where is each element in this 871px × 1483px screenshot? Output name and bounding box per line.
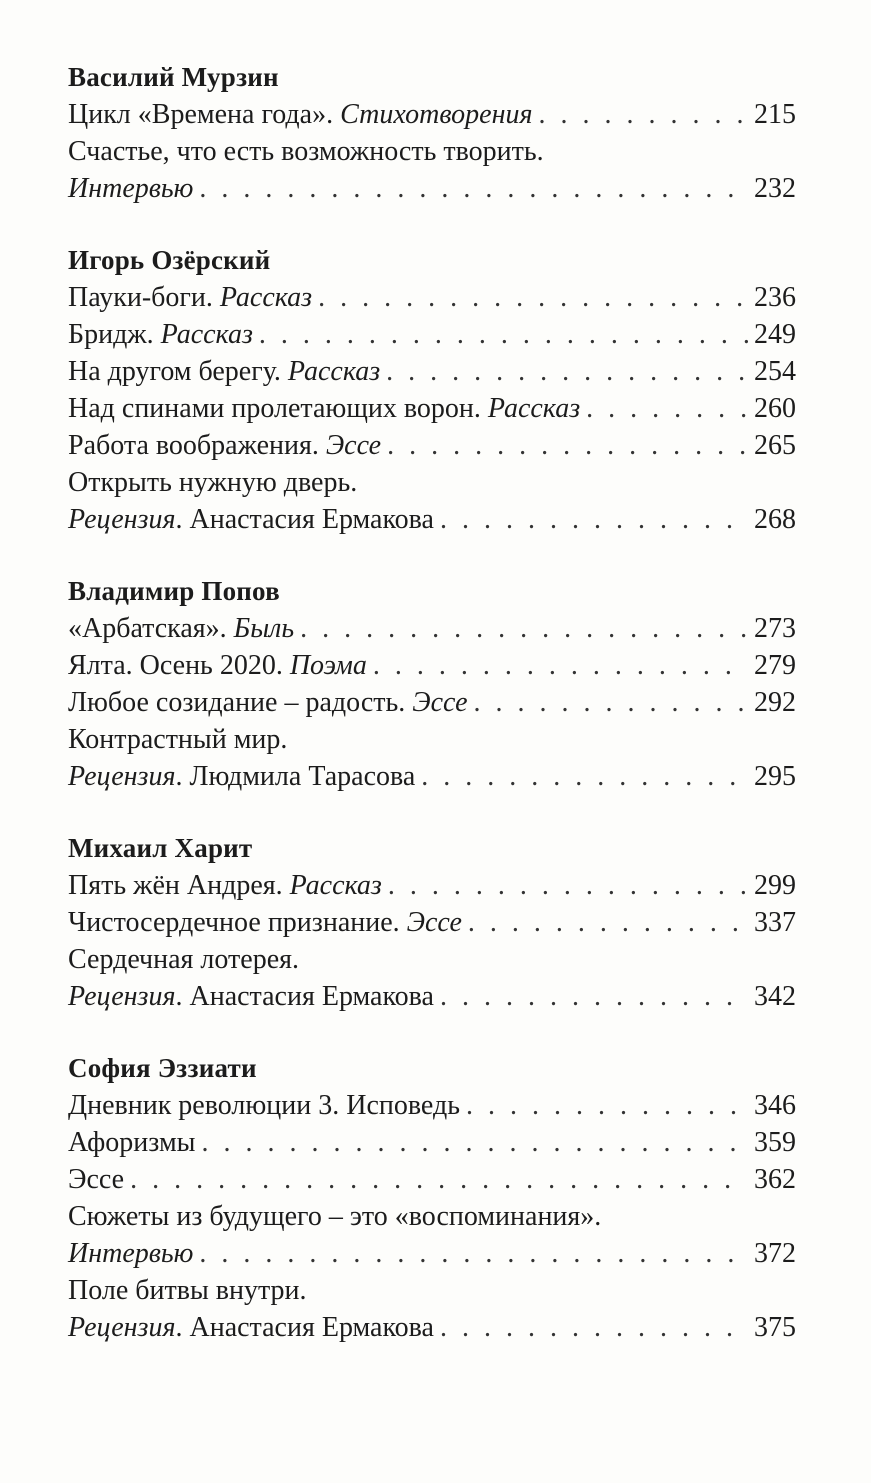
dot-leader <box>300 610 748 647</box>
toc-section <box>68 572 796 795</box>
toc-row <box>68 1235 796 1272</box>
toc-row <box>68 96 796 133</box>
entry-title <box>68 647 367 684</box>
dot-leader <box>440 501 748 538</box>
entry-genre: Рецензия <box>68 761 176 792</box>
dot-leader <box>318 279 748 316</box>
page-number: 232 <box>754 173 796 204</box>
entry-title <box>68 684 468 721</box>
page-number: 342 <box>754 981 796 1012</box>
toc-row <box>68 1161 796 1198</box>
entry-title-line: Контрастный мир. <box>68 724 288 755</box>
page-number: 249 <box>754 319 796 350</box>
author-name: Василий Мурзин <box>68 62 279 92</box>
page-number: 260 <box>754 393 796 424</box>
page-number: 359 <box>754 1127 796 1158</box>
entry-title <box>68 316 253 353</box>
entry-title <box>68 501 434 538</box>
toc-row <box>68 390 796 427</box>
entry-title-text: «Арбатская». <box>68 613 234 644</box>
toc-entry <box>68 316 796 353</box>
entry-title-line: Счастье, что есть возможность творить. <box>68 136 544 167</box>
author-name: Игорь Озёрский <box>68 245 271 275</box>
entry-genre: Эссе <box>412 687 468 718</box>
toc-entry <box>68 464 796 538</box>
page-number: 362 <box>754 1164 796 1195</box>
entry-reviewer: . Анастасия Ермакова <box>175 504 434 535</box>
entry-genre: Рассказ <box>219 282 313 313</box>
toc-row <box>68 279 796 316</box>
toc-entry <box>68 941 796 1015</box>
entry-genre: Рассказ <box>287 356 381 387</box>
entry-title <box>68 170 193 207</box>
toc-entry <box>68 427 796 464</box>
page-number: 268 <box>754 504 796 535</box>
page-number: 254 <box>754 356 796 387</box>
page-number: 236 <box>754 282 796 313</box>
toc-row <box>68 867 796 904</box>
entry-genre: Быль <box>233 613 295 644</box>
entry-genre: Эссе <box>325 430 382 461</box>
entry-title <box>68 904 462 941</box>
toc-entry <box>68 96 796 133</box>
toc-entry <box>68 1124 796 1161</box>
dot-leader <box>474 684 748 721</box>
entry-title-text: На другом берегу. <box>68 356 288 387</box>
toc-row <box>68 904 796 941</box>
entry-title-text: Пять жён Андрея. <box>68 870 290 901</box>
entry-title <box>68 1309 434 1346</box>
toc-row <box>68 427 796 464</box>
dot-leader <box>199 1235 748 1272</box>
page-number: 337 <box>754 907 796 938</box>
entry-title-text: Пауки-боги. <box>68 282 220 313</box>
entry-title <box>68 1087 460 1124</box>
dot-leader <box>440 978 748 1015</box>
page-number: 265 <box>754 430 796 461</box>
toc-row <box>68 1309 796 1346</box>
toc-entry <box>68 390 796 427</box>
toc-section <box>68 58 796 207</box>
toc-entry <box>68 904 796 941</box>
page-number: 346 <box>754 1090 796 1121</box>
toc-entry <box>68 1161 796 1198</box>
dot-leader <box>201 1124 748 1161</box>
toc-section <box>68 829 796 1015</box>
toc-row <box>68 501 796 538</box>
toc-row <box>68 610 796 647</box>
toc-entry <box>68 647 796 684</box>
entry-title-line: Сюжеты из будущего – это «воспоминания». <box>68 1201 602 1232</box>
toc-entry <box>68 721 796 795</box>
toc-row <box>68 1124 796 1161</box>
toc-entry <box>68 1198 796 1272</box>
entry-title <box>68 978 434 1015</box>
entry-title <box>68 758 415 795</box>
toc-row <box>68 978 796 1015</box>
entry-genre: Поэма <box>289 650 367 681</box>
entry-title <box>68 1161 124 1198</box>
page-number: 295 <box>754 761 796 792</box>
toc-row <box>68 647 796 684</box>
dot-leader <box>440 1309 748 1346</box>
author-name: Михаил Харит <box>68 833 253 863</box>
author-name: Владимир Попов <box>68 576 280 606</box>
entry-genre: Эссе <box>406 907 462 938</box>
page-number: 372 <box>754 1238 796 1269</box>
toc-entry <box>68 1272 796 1346</box>
entry-genre: Рецензия <box>68 981 176 1012</box>
toc-row <box>68 684 796 721</box>
entry-genre: Интервью <box>68 173 194 204</box>
dot-leader <box>259 316 748 353</box>
dot-leader <box>387 427 748 464</box>
entry-genre: Рассказ <box>487 393 581 424</box>
entry-title-text: Эссе <box>68 1164 125 1195</box>
toc-row <box>68 353 796 390</box>
toc-section <box>68 1049 796 1346</box>
dot-leader <box>386 353 748 390</box>
toc-entry <box>68 1087 796 1124</box>
toc-row <box>68 758 796 795</box>
toc-entry <box>68 610 796 647</box>
entry-genre: Интервью <box>68 1238 194 1269</box>
entry-title-text: Чистосердечное признание. <box>68 907 407 938</box>
entry-title <box>68 867 382 904</box>
page-number: 375 <box>754 1312 796 1343</box>
entry-title-text: Ялта. Осень 2020. <box>68 650 290 681</box>
dot-leader <box>466 1087 748 1124</box>
toc-row <box>68 170 796 207</box>
page-number: 273 <box>754 613 796 644</box>
entry-title <box>68 96 532 133</box>
dot-leader <box>388 867 748 904</box>
entry-title-line: Сердечная лотерея. <box>68 944 299 975</box>
author-name: София Эззиати <box>68 1053 257 1083</box>
entry-title <box>68 353 380 390</box>
entry-title-text: Над спинами пролетающих ворон. <box>68 393 488 424</box>
toc-section <box>68 241 796 538</box>
dot-leader <box>373 647 748 684</box>
entry-title-text: Дневник революции 3. Исповедь <box>68 1090 460 1121</box>
toc-entry <box>68 133 796 207</box>
entry-reviewer: . Анастасия Ермакова <box>175 981 434 1012</box>
page-number: 215 <box>754 99 796 130</box>
entry-title <box>68 610 294 647</box>
entry-title <box>68 1124 195 1161</box>
entry-title <box>68 279 312 316</box>
entry-reviewer: . Анастасия Ермакова <box>175 1312 434 1343</box>
entry-title <box>68 390 580 427</box>
entry-genre: Рецензия <box>68 504 176 535</box>
entry-title <box>68 1235 193 1272</box>
entry-genre: Рассказ <box>289 870 382 901</box>
table-of-contents <box>68 58 796 1380</box>
entry-reviewer: . Людмила Тарасова <box>175 761 416 792</box>
entry-title-text: Цикл «Времена года». <box>68 99 341 130</box>
dot-leader <box>130 1161 748 1198</box>
entry-genre: Рецензия <box>68 1312 176 1343</box>
page-number: 299 <box>754 870 796 901</box>
page-number: 279 <box>754 650 796 681</box>
dot-leader <box>421 758 748 795</box>
page-number: 292 <box>754 687 796 718</box>
entry-title <box>68 427 381 464</box>
entry-title-text: Любое созидание – радость. <box>68 687 413 718</box>
toc-row <box>68 316 796 353</box>
toc-entry <box>68 684 796 721</box>
dot-leader <box>199 170 748 207</box>
entry-title-text: Работа воображения. <box>68 430 326 461</box>
entry-title-line: Открыть нужную дверь. <box>68 467 358 498</box>
entry-title-line: Поле битвы внутри. <box>68 1275 307 1306</box>
toc-entry <box>68 353 796 390</box>
dot-leader <box>586 390 748 427</box>
entry-genre: Рассказ <box>160 319 253 350</box>
entry-title-text: Афоризмы <box>68 1127 196 1158</box>
toc-row <box>68 1087 796 1124</box>
entry-genre: Стихотворения <box>340 99 533 130</box>
toc-entry <box>68 279 796 316</box>
toc-entry <box>68 867 796 904</box>
dot-leader <box>468 904 748 941</box>
entry-title-text: Бридж. <box>68 319 161 350</box>
dot-leader <box>538 96 748 133</box>
